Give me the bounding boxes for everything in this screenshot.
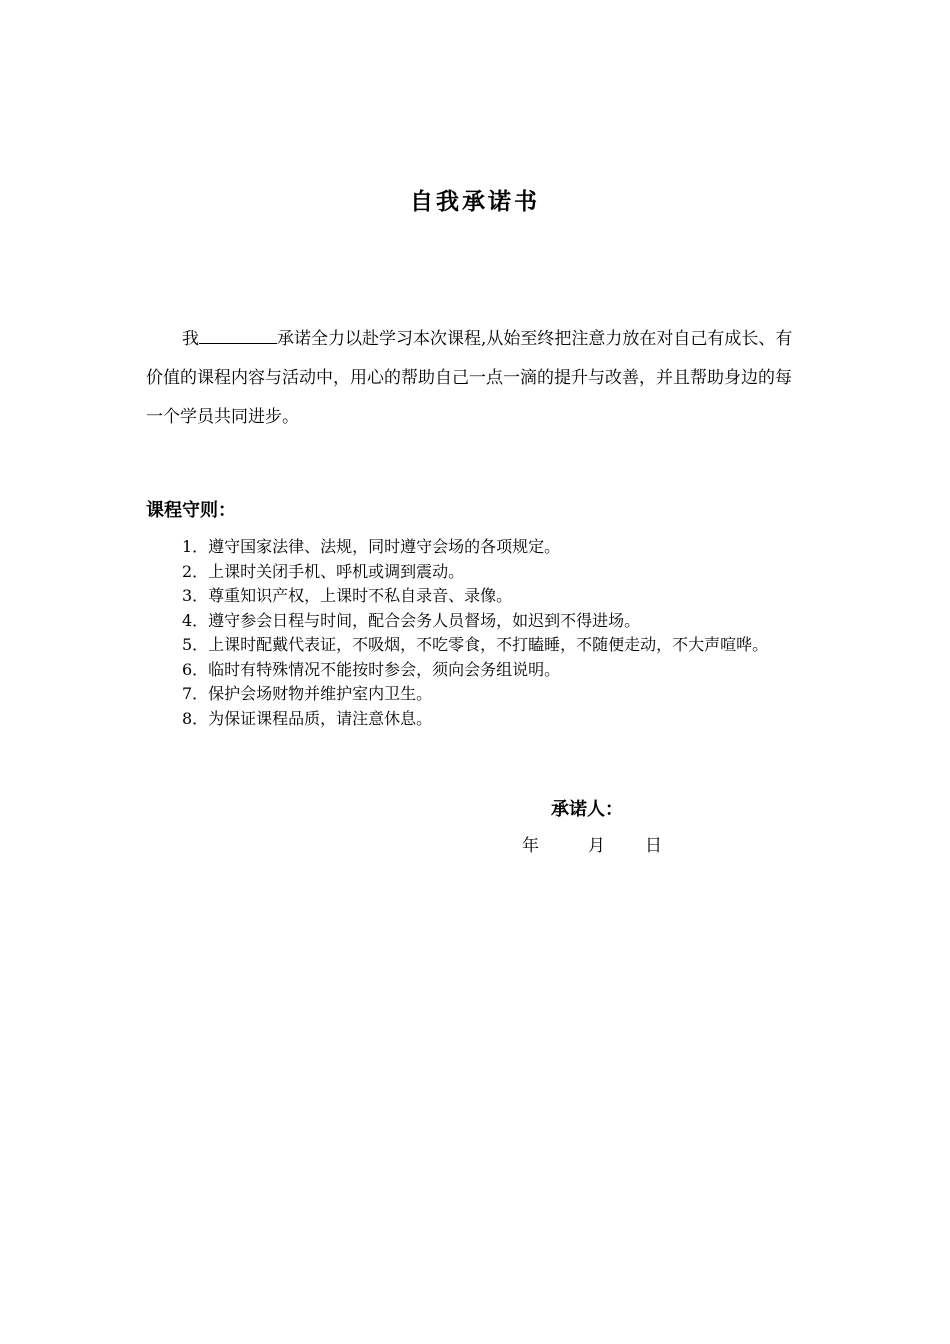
intro-prefix: 我: [182, 329, 199, 349]
rule-item-3: 3．尊重知识产权，上课时不私自录音、录像。: [182, 586, 513, 605]
rules-heading: 课程守则：: [146, 500, 236, 521]
rule-item-4: 4．遵守参会日程与时间，配合会务人员督场，如迟到不得进场。: [182, 610, 641, 630]
rules-list: [146, 535, 808, 731]
name-blank-field[interactable]: [199, 325, 277, 344]
intro-paragraph: [146, 320, 808, 437]
rule-item-7: 7．保护会场财物并维护室内卫生。: [182, 684, 433, 703]
rule-item-6: 6．临时有特殊情况不能按时参会，须向会务组说明。: [182, 659, 561, 679]
document-title: 自我承诺书: [410, 189, 540, 215]
rule-item-8: 8．为保证课程品质，请注意休息。: [182, 708, 433, 728]
rule-item-1: 1．遵守国家法律、法规，同时遵守会场的各项规定。: [182, 537, 561, 556]
rule-item-5: 5．上课时配戴代表证，不吸烟，不吃零食，不打瞌睡，不随便走动，不大声喧哗。: [182, 635, 769, 654]
date-line: [522, 833, 662, 859]
date-year: 年: [522, 836, 539, 856]
signer-label: 承诺人：: [551, 799, 623, 820]
rule-item-2: 2．上课时关闭手机、呼机或调到震动。: [182, 561, 465, 581]
date-month: 月: [588, 836, 605, 856]
date-day: 日: [645, 836, 662, 856]
intro-text: 承诺全力以赴学习本次课程,从始至终把注意力放在对自己有成长、有价值的课程内容与活动中，用心的帮助自己一点一滴的提升与改善，并且帮助身边的每一个学员共同进步。: [146, 329, 793, 427]
